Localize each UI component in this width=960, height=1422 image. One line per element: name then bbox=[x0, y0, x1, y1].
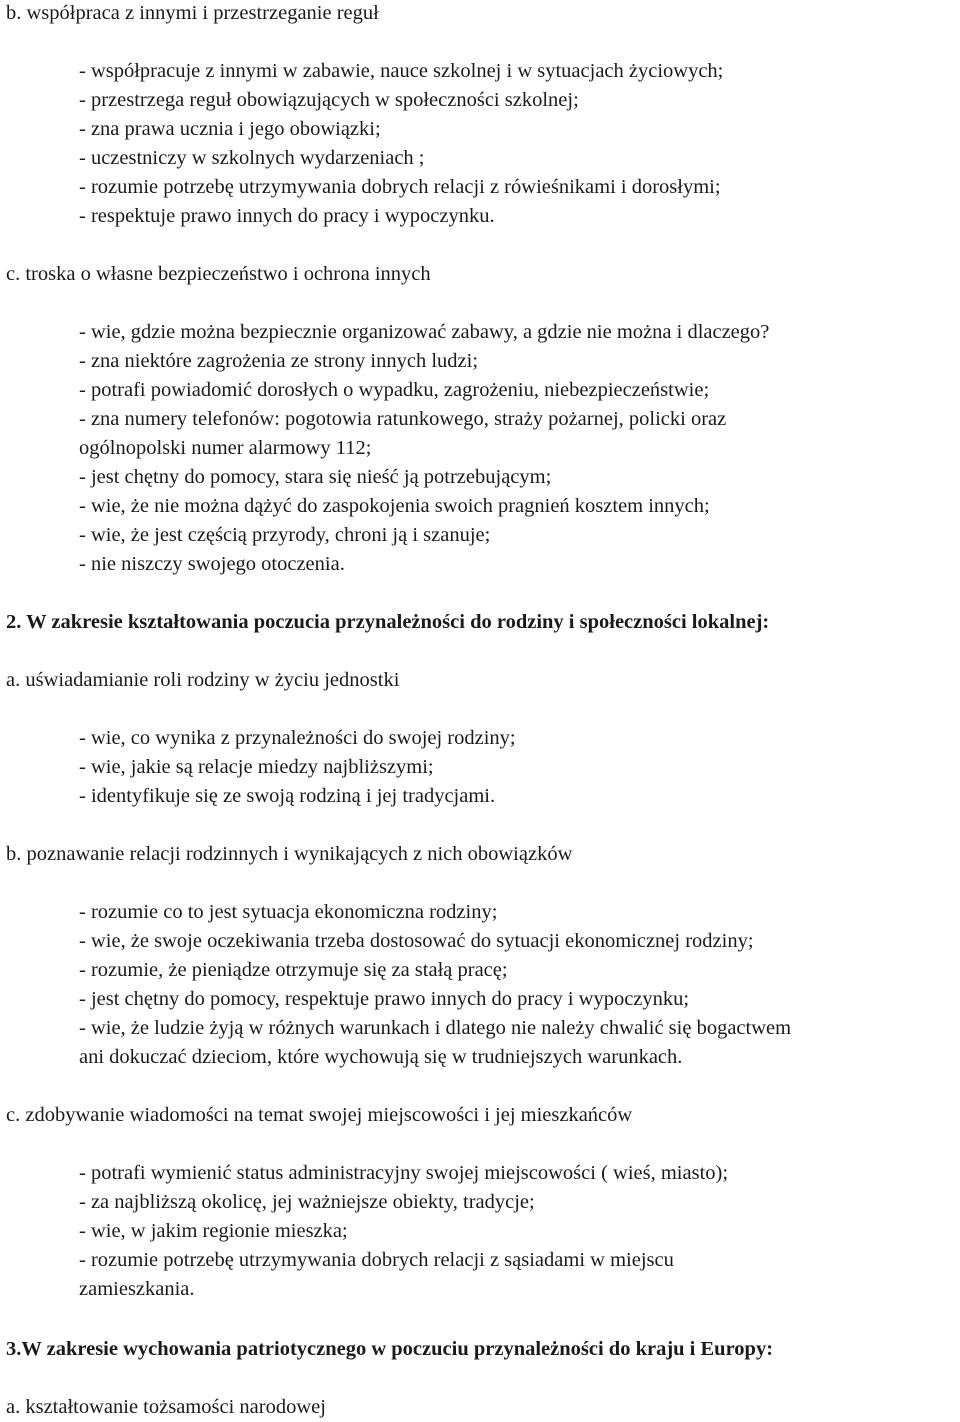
list-item: - identyfikuje się ze swoją rodziną i jej tradycjami. bbox=[79, 785, 496, 807]
list-item: - respektuje prawo innych do pracy i wypoczynku. bbox=[79, 205, 495, 227]
list-item: - rozumie potrzebę utrzymywania dobrych relacji z rówieśnikami i dorosłymi; bbox=[79, 176, 721, 198]
list-item: - potrafi powiadomić dorosłych o wypadku, zagrożeniu, niebezpieczeństwie; bbox=[79, 379, 710, 401]
list-item: - rozumie, że pieniądze otrzymuje się za stałą pracę; bbox=[79, 959, 508, 981]
subsection-heading-a-family-role: a. uświadamianie roli rodziny w życiu jednostki bbox=[6, 669, 400, 691]
list-item: - rozumie potrzebę utrzymywania dobrych relacji z sąsiadami w miejscu bbox=[79, 1249, 674, 1271]
list-item: - zna niektóre zagrożenia ze strony innych ludzi; bbox=[79, 350, 479, 372]
subsection-heading-c-safety: c. troska o własne bezpieczeństwo i ochrona innych bbox=[6, 263, 431, 285]
list-item: - za najbliższą okolicę, jej ważniejsze obiekty, tradycje; bbox=[79, 1191, 535, 1213]
list-item: - wie, jakie są relacje miedzy najbliższymi; bbox=[79, 756, 434, 778]
list-item: - wie, że nie można dążyć do zaspokojenia swoich pragnień kosztem innych; bbox=[79, 495, 710, 517]
list-item: - wie, że jest częścią przyrody, chroni ją i szanuje; bbox=[79, 524, 491, 546]
list-item: - jest chętny do pomocy, respektuje prawo innych do pracy i wypoczynku; bbox=[79, 988, 690, 1010]
section-heading-3: 3.W zakresie wychowania patriotycznego w poczuciu przynależności do kraju i Europy: bbox=[6, 1338, 774, 1360]
section-heading-2: 2. W zakresie kształtowania poczucia przynależności do rodziny i społeczności lokalnej: bbox=[6, 611, 770, 633]
list-item-continuation: zamieszkania. bbox=[79, 1278, 195, 1300]
list-item: - jest chętny do pomocy, stara się nieść ją potrzebującym; bbox=[79, 466, 552, 488]
subsection-heading-c-locality: c. zdobywanie wiadomości na temat swojej miejscowości i jej mieszkańców bbox=[6, 1104, 633, 1126]
subsection-heading-b-cooperation: b. współpraca z innymi i przestrzeganie reguł bbox=[6, 2, 379, 24]
list-item: - potrafi wymienić status administracyjny swojej miejscowości ( wieś, miasto); bbox=[79, 1162, 729, 1184]
subsection-heading-a-national-identity: a. kształtowanie tożsamości narodowej bbox=[6, 1396, 326, 1418]
list-item: - wie, co wynika z przynależności do swojej rodziny; bbox=[79, 727, 516, 749]
list-item: - uczestniczy w szkolnych wydarzeniach ; bbox=[79, 147, 425, 169]
list-item: - rozumie co to jest sytuacja ekonomiczna rodziny; bbox=[79, 901, 498, 923]
list-item-continuation: ani dokuczać dzieciom, które wychowują się w trudniejszych warunkach. bbox=[79, 1046, 683, 1068]
list-item: - wie, że swoje oczekiwania trzeba dostosować do sytuacji ekonomicznej rodziny; bbox=[79, 930, 754, 952]
list-item: - nie niszczy swojego otoczenia. bbox=[79, 553, 345, 575]
list-item: - wie, gdzie można bezpiecznie organizować zabawy, a gdzie nie można i dlaczego? bbox=[79, 321, 770, 343]
list-item-continuation: ogólnopolski numer alarmowy 112; bbox=[79, 437, 372, 459]
list-item: - wie, że ludzie żyją w różnych warunkach i dlatego nie należy chwalić się bogactwem bbox=[79, 1017, 792, 1039]
list-item: - wie, w jakim regionie mieszka; bbox=[79, 1220, 348, 1242]
list-item: - zna numery telefonów: pogotowia ratunkowego, straży pożarnej, policki oraz bbox=[79, 408, 727, 430]
subsection-heading-b-family-relations: b. poznawanie relacji rodzinnych i wynikających z nich obowiązków bbox=[6, 843, 573, 865]
list-item: - zna prawa ucznia i jego obowiązki; bbox=[79, 118, 381, 140]
list-item: - przestrzega reguł obowiązujących w społeczności szkolnej; bbox=[79, 89, 579, 111]
list-item: - współpracuje z innymi w zabawie, nauce szkolnej i w sytuacjach życiowych; bbox=[79, 60, 724, 82]
